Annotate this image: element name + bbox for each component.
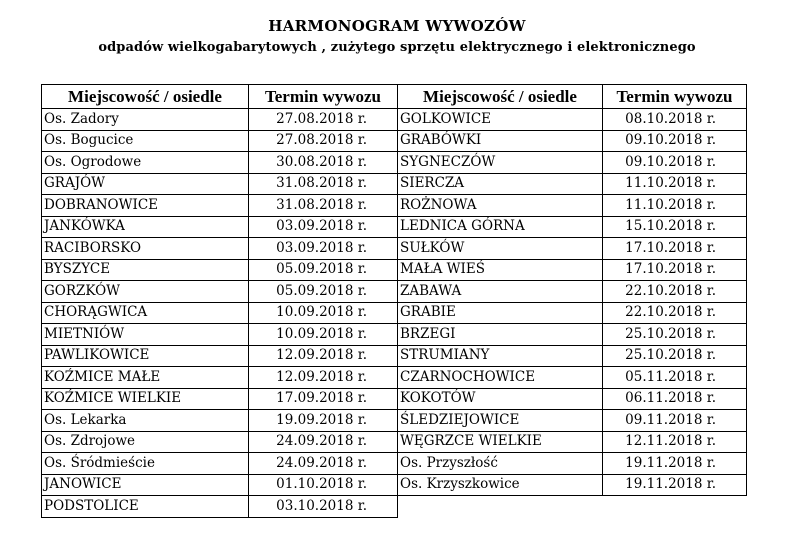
table-row <box>42 367 398 389</box>
table-row <box>398 302 747 324</box>
location-cell: RACIBORSKO <box>42 238 249 260</box>
location-cell: SYGNECZÓW <box>398 152 603 174</box>
date-cell: 09.10.2018 r. <box>603 152 747 174</box>
date-cell: 01.10.2018 r. <box>249 474 398 496</box>
table-row <box>398 410 747 432</box>
table-row <box>398 281 747 303</box>
table-row <box>42 302 398 324</box>
location-cell: PODSTOLICE <box>42 496 249 518</box>
table-row <box>42 259 398 281</box>
table-row <box>398 259 747 281</box>
date-cell: 09.11.2018 r. <box>603 410 747 432</box>
table-row <box>398 152 747 174</box>
date-cell: 17.09.2018 r. <box>249 388 398 410</box>
table-row <box>42 474 398 496</box>
location-cell: BRZEGI <box>398 324 603 346</box>
table-row <box>398 195 747 217</box>
date-cell: 03.10.2018 r. <box>249 496 398 518</box>
schedule-table-left <box>41 84 398 518</box>
location-cell: WĘGRZCE WIELKIE <box>398 431 603 453</box>
document-subtitle: odpadów wielkogabarytowych , zużytego sprzętu elektrycznego i elektronicznego <box>98 40 696 55</box>
location-cell: CHORĄGWICA <box>42 302 249 324</box>
table-row <box>42 388 398 410</box>
location-cell: Os. Ogrodowe <box>42 152 249 174</box>
location-cell: MIETNIÓW <box>42 324 249 346</box>
location-cell: JANOWICE <box>42 474 249 496</box>
location-cell: Os. Zdrojowe <box>42 431 249 453</box>
date-cell: 11.10.2018 r. <box>603 195 747 217</box>
date-cell: 19.11.2018 r. <box>603 474 747 496</box>
table-row <box>42 173 398 195</box>
date-cell: 25.10.2018 r. <box>603 345 747 367</box>
table-row <box>42 152 398 174</box>
date-cell: 24.09.2018 r. <box>249 431 398 453</box>
table-row <box>398 216 747 238</box>
date-cell: 25.10.2018 r. <box>603 324 747 346</box>
table-row <box>398 109 747 131</box>
date-cell: 27.08.2018 r. <box>249 130 398 152</box>
table-row <box>398 453 747 475</box>
date-cell: 22.10.2018 r. <box>603 302 747 324</box>
schedule-table-right <box>397 84 747 496</box>
table-row <box>42 324 398 346</box>
table-row <box>398 130 747 152</box>
table-header-row <box>398 85 747 109</box>
date-cell: 12.11.2018 r. <box>603 431 747 453</box>
table-row <box>398 173 747 195</box>
location-cell: LEDNICA GÓRNA <box>398 216 603 238</box>
date-cell: 15.10.2018 r. <box>603 216 747 238</box>
table-row <box>398 345 747 367</box>
date-cell: 06.11.2018 r. <box>603 388 747 410</box>
date-cell: 22.10.2018 r. <box>603 281 747 303</box>
table-header-row <box>42 85 398 109</box>
date-cell: 24.09.2018 r. <box>249 453 398 475</box>
table-row <box>398 238 747 260</box>
table-row <box>398 474 747 496</box>
date-cell: 08.10.2018 r. <box>603 109 747 131</box>
date-cell: 30.08.2018 r. <box>249 152 398 174</box>
location-cell: Os. Zadory <box>42 109 249 131</box>
table-row <box>42 453 398 475</box>
location-cell: STRUMIANY <box>398 345 603 367</box>
table-row <box>398 431 747 453</box>
date-cell: 05.11.2018 r. <box>603 367 747 389</box>
schedule-table-right-body <box>398 109 747 496</box>
date-cell: 10.09.2018 r. <box>249 324 398 346</box>
location-cell: Os. Bogucice <box>42 130 249 152</box>
location-column-header: Miejscowość / osiedle <box>42 85 249 109</box>
location-cell: GRABIE <box>398 302 603 324</box>
table-row <box>42 345 398 367</box>
location-cell: PAWLIKOWICE <box>42 345 249 367</box>
location-cell: KOŹMICE WIELKIE <box>42 388 249 410</box>
date-cell: 27.08.2018 r. <box>249 109 398 131</box>
location-cell: Os. Krzyszkowice <box>398 474 603 496</box>
date-cell: 19.09.2018 r. <box>249 410 398 432</box>
location-column-header: Miejscowość / osiedle <box>398 85 603 109</box>
date-cell: 31.08.2018 r. <box>249 195 398 217</box>
table-row <box>42 496 398 518</box>
date-cell: 11.10.2018 r. <box>603 173 747 195</box>
date-cell: 05.09.2018 r. <box>249 259 398 281</box>
table-row <box>42 410 398 432</box>
location-cell: GORZKÓW <box>42 281 249 303</box>
location-cell: Os. Przyszłość <box>398 453 603 475</box>
location-cell: SUŁKÓW <box>398 238 603 260</box>
table-row <box>42 431 398 453</box>
date-cell: 17.10.2018 r. <box>603 259 747 281</box>
table-row <box>398 367 747 389</box>
table-row <box>398 388 747 410</box>
location-cell: GRAJÓW <box>42 173 249 195</box>
date-cell: 31.08.2018 r. <box>249 173 398 195</box>
date-cell: 10.09.2018 r. <box>249 302 398 324</box>
location-cell: GRABÓWKI <box>398 130 603 152</box>
date-column-header: Termin wywozu <box>249 85 398 109</box>
location-cell: GOLKOWICE <box>398 109 603 131</box>
location-cell: ZABAWA <box>398 281 603 303</box>
table-row <box>42 130 398 152</box>
location-cell: Os. Śródmieście <box>42 453 249 475</box>
location-cell: MAŁA WIEŚ <box>398 259 603 281</box>
location-cell: KOKOTÓW <box>398 388 603 410</box>
table-row <box>398 324 747 346</box>
date-column-header: Termin wywozu <box>603 85 747 109</box>
location-cell: DOBRANOWICE <box>42 195 249 217</box>
table-row <box>42 281 398 303</box>
document-title: HARMONOGRAM WYWOZÓW <box>268 17 526 35</box>
date-cell: 12.09.2018 r. <box>249 367 398 389</box>
schedule-table-left-body <box>42 109 398 518</box>
location-cell: Os. Lekarka <box>42 410 249 432</box>
location-cell: SIERCZA <box>398 173 603 195</box>
date-cell: 03.09.2018 r. <box>249 238 398 260</box>
date-cell: 19.11.2018 r. <box>603 453 747 475</box>
table-row <box>42 109 398 131</box>
location-cell: CZARNOCHOWICE <box>398 367 603 389</box>
table-row <box>42 238 398 260</box>
table-row <box>42 216 398 238</box>
date-cell: 09.10.2018 r. <box>603 130 747 152</box>
date-cell: 12.09.2018 r. <box>249 345 398 367</box>
location-cell: ŚLEDZIEJOWICE <box>398 410 603 432</box>
location-cell: KOŹMICE MAŁE <box>42 367 249 389</box>
date-cell: 03.09.2018 r. <box>249 216 398 238</box>
location-cell: ROŻNOWA <box>398 195 603 217</box>
table-row <box>42 195 398 217</box>
location-cell: BYSZYCE <box>42 259 249 281</box>
date-cell: 17.10.2018 r. <box>603 238 747 260</box>
date-cell: 05.09.2018 r. <box>249 281 398 303</box>
location-cell: JANKÓWKA <box>42 216 249 238</box>
